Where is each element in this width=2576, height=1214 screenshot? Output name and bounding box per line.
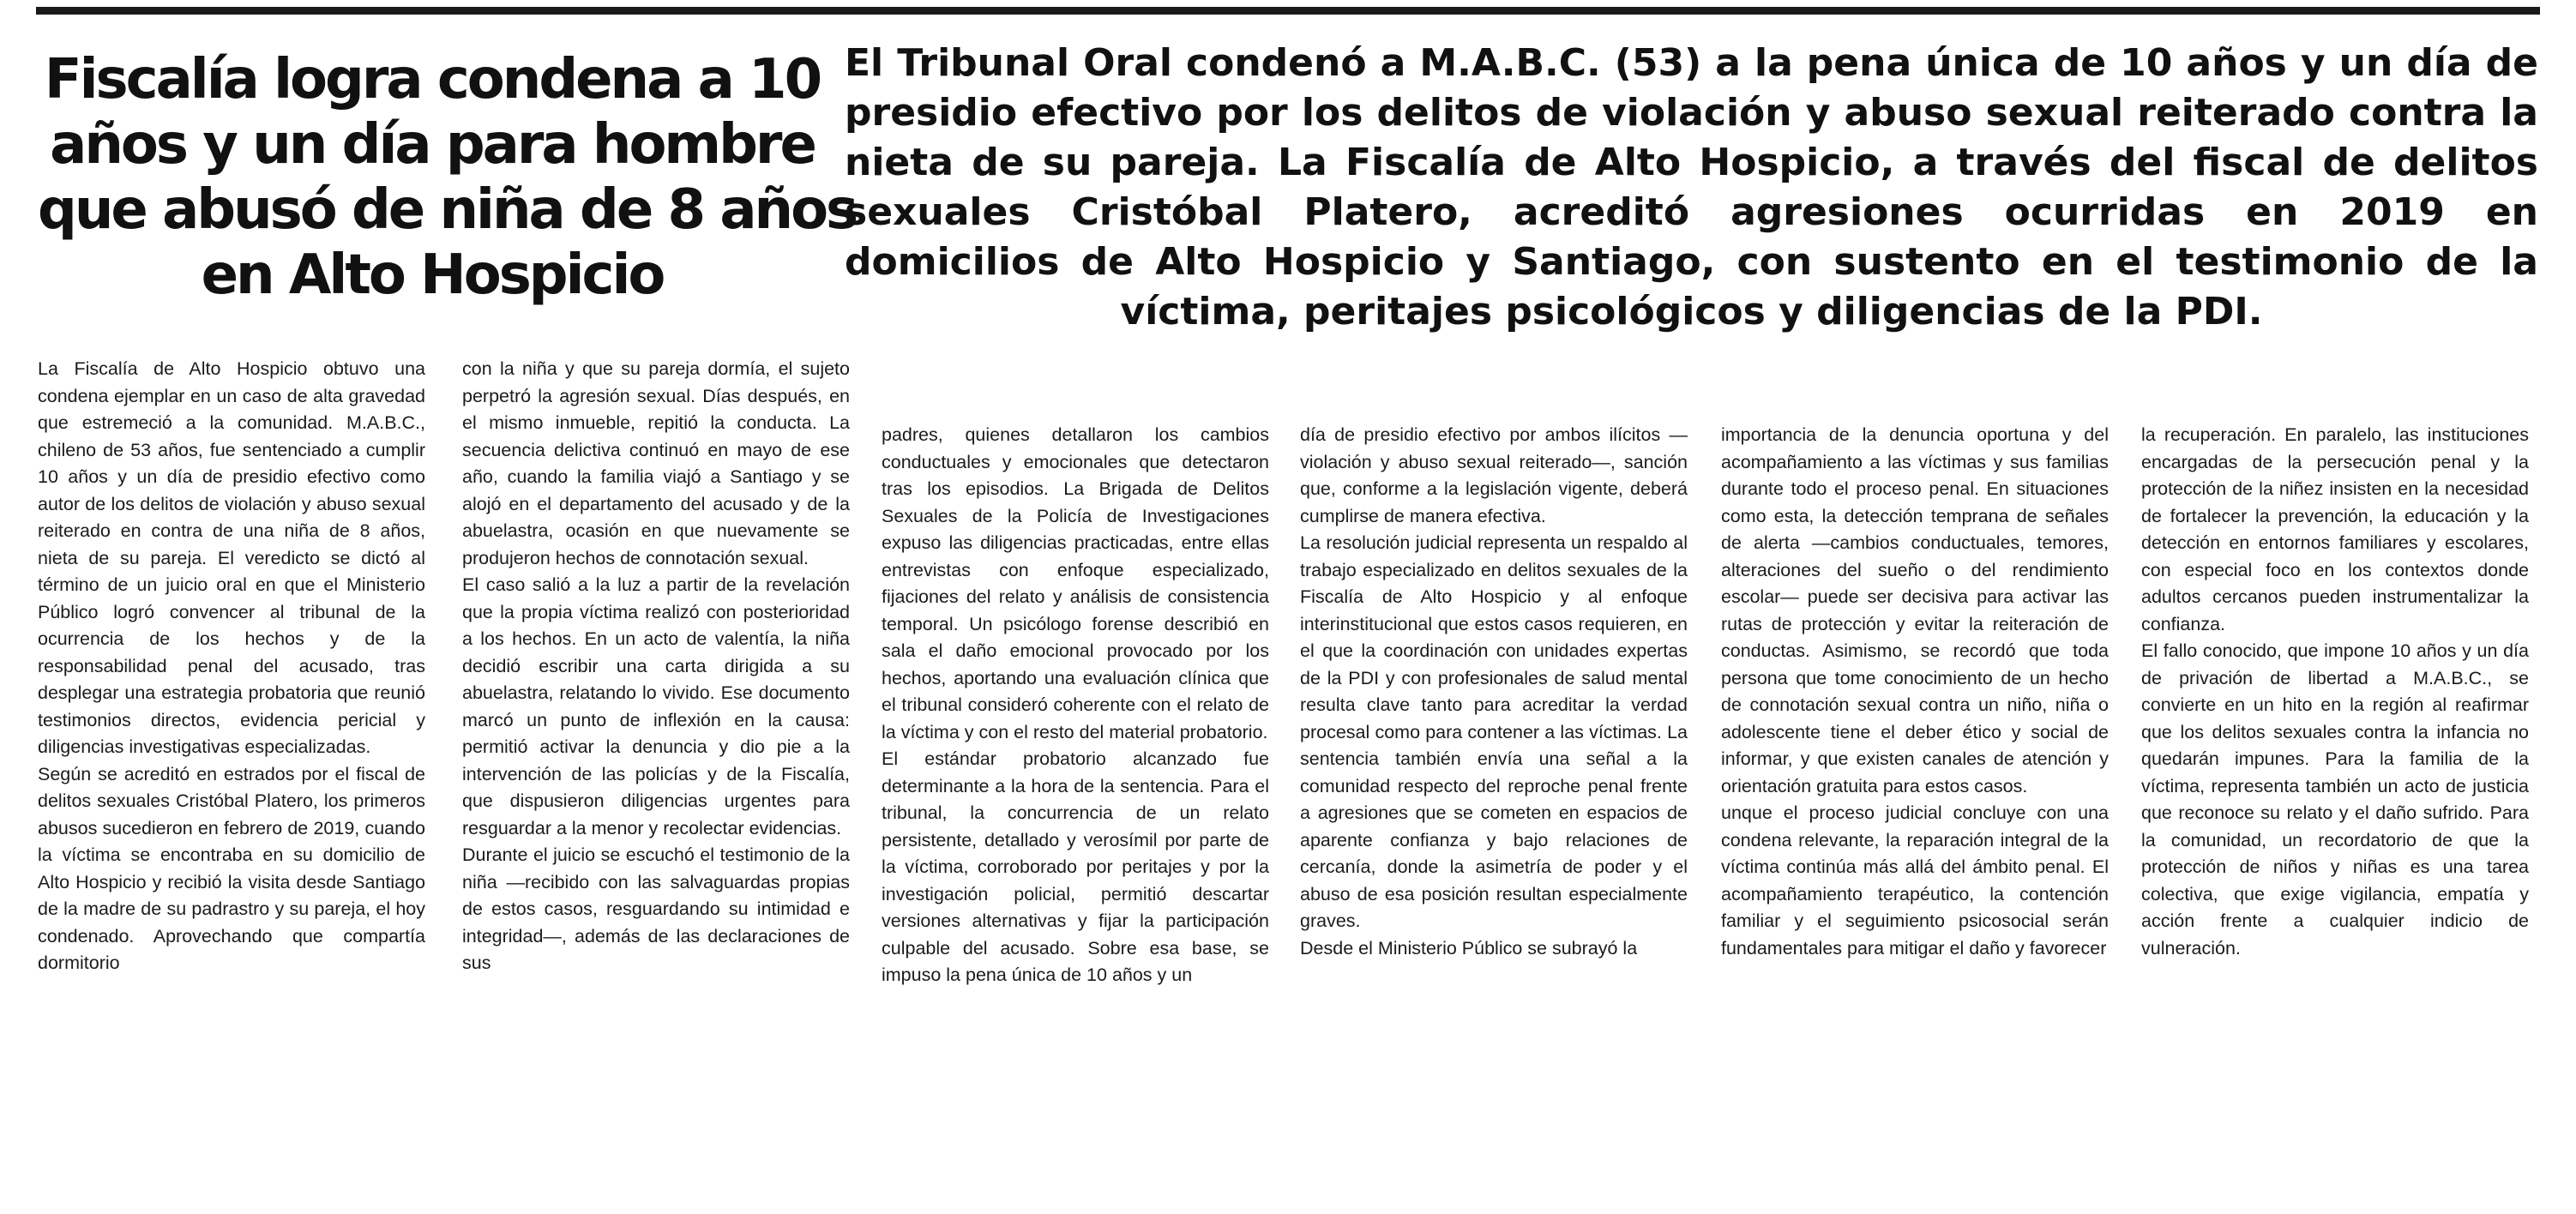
headline-line: años y un día para hombre [50,113,815,177]
paragraph: Durante el juicio se escuchó el testimonio de la niña —recibido con las salvaguardas propias de estos casos, resguardando su intimidad e integridad—, además de las declaraciones de sus [462,844,850,973]
paragraph: La Fiscalía de Alto Hospicio obtuvo una condena ejemplar en un caso de alta gravedad que estremeció a la comunidad. M.A.B.C., chileno de 53 años, fue sentenciado a cumplir 10 años y un día de presidio efectivo como autor de los delitos de violación y abuso sexual reiterado en contra de una niña de 8 años, nieta de su pareja. El veredicto se dictó al término de un juicio oral en que el Ministerio Público logró convencer al tribunal de la ocurrencia de los hechos y de la responsabilidad penal del acusado, tras desplegar una estrategia probatoria que reunió testimonios directos, evidencia pericial y diligencias investigativas especializadas. [38,358,425,757]
headline [38,47,857,308]
body-column-2 [462,356,850,977]
paragraph: El estándar probatorio alcanzado fue determinante a la hora de la sentencia. Para el tribunal, la concurrencia de un relato persistente, detallado y verosímil por parte de la víctima, corroborado por peritajes y por la investigación policial, permitió descartar versiones alternativas y fijar la participación culpable del acusado. Sobre esa base, se impuso la pena única de 10 años y un [882,748,1269,985]
headline-line: Fiscalía logra condena a 10 [44,48,821,111]
deck-summary: El Tribunal Oral condenó a M.A.B.C. (53) a la pena única de 10 años y un día de presidio efectivo por los delitos de violación y abuso sexual reiterado contra la nieta de su pareja. La Fiscalía de Alto Hospicio, a través del fiscal de delitos sexuales Cristóbal Platero, acreditó agresiones ocurridas en 2019 en domicilios de Alto Hospicio y Santiago, con sustento en el testimonio de la víctima, peritajes psicológicos y diligencias de la PDI. [845,41,2538,334]
paragraph: El caso salió a la luz a partir de la revelación que la propia víctima realizó con posterioridad a los hechos. En un acto de valentía, la niña decidió escribir una carta dirigida a su abuelastra, relatando lo vivido. Ese documento marcó un punto de inflexión en la causa: permitió activar la denuncia y dio pie a la intervención de las policías y de la Fiscalía, que dispusieron diligencias urgentes para resguardar a la menor y recolectar evidencias. [462,574,850,838]
paragraph: día de presidio efectivo por ambos ilícitos —violación y abuso sexual reiterado—, sanción que, conforme a la legislación vigente, deberá cumplirse de manera efectiva. [1300,424,1688,526]
paragraph: La resolución judicial representa un respaldo al trabajo especializado en delitos sexuales de la Fiscalía de Alto Hospicio y al enfoque interinstitucional que estos casos requieren, en el que la coordinación con unidades expertas de la PDI y con profesionales de salud mental resulta clave tanto para acreditar la verdad procesal como para contener a las víctimas. La sentencia también envía una señal a la comunidad respecto del reproche penal frente a agresiones que se cometen en espacios de aparente confianza y bajo relaciones de cercanía, donde la asimetría de poder y el abuso de esa posición resultan especialmente graves. [1300,532,1688,931]
paragraph: unque el proceso judicial concluye con una condena relevante, la reparación integral de la víctima continúa más allá del ámbito penal. El acompañamiento terapéutico, la contención familiar y el seguimiento psicosocial serán fundamentales para mitigar el daño y favorecer [1721,802,2109,959]
body-column-4 [1300,422,1688,962]
body-column-5 [1721,422,2109,962]
paragraph: la recuperación. En paralelo, las instituciones encargadas de la persecución penal y la protección de la niñez insisten en la necesidad de fortalecer la prevención, la educación y la detección en entornos familiares y escolares, con especial foco en los contextos donde adultos cercanos pueden instrumentalizar la confianza. [2141,424,2529,634]
paragraph: con la niña y que su pareja dormía, el sujeto perpetró la agresión sexual. Días después, en el mismo inmueble, repitió la conducta. La secuencia delictiva continuó en mayo de ese año, cuando la familia viajó a Santiago y se alojó en el departamento del acusado y de la abuelastra, ocasión en que nuevamente se produjeron hechos de connotación sexual. [462,358,850,568]
headline-line: en Alto Hospicio [201,243,664,307]
headline-line: que abusó de niña de 8 años [38,178,857,242]
paragraph: El fallo conocido, que impone 10 años y un día de privación de libertad a M.A.B.C., se convierte en un hito en la región al reafirmar que los delitos sexuales contra la infancia no quedarán impunes. Para la familia de la víctima, representa también un acto de justicia que reconoce su relato y el daño sufrido. Para la comunidad, un recordatorio de que la protección de niños y niñas es una tarea colectiva, que exige vigilancia, empatía y acción frente a cualquier indicio de vulneración. [2141,640,2529,959]
body-column-1 [38,356,425,977]
paragraph: padres, quienes detallaron los cambios conductuales y emocionales que detectaron tras los episodios. La Brigada de Delitos Sexuales de la Policía de Investigaciones expuso las diligencias practicadas, entre ellas entrevistas con enfoque especializado, fijaciones del relato y análisis de consistencia temporal. Un psicólogo forense describió en sala el daño emocional provocado por los hechos, aportando una evaluación clínica que el tribunal consideró coherente con el relato de la víctima y con el resto del material probatorio. [882,424,1269,742]
paragraph: importancia de la denuncia oportuna y del acompañamiento a las víctimas y sus familias durante todo el proceso penal. En situaciones como esta, la detección temprana de señales de alerta —cambios conductuales, temores, alteraciones del sueño o del rendimiento escolar— puede ser decisiva para activar las rutas de protección y evitar la reiteración de conductas. Asimismo, se recordó que toda persona que tome conocimiento de un hecho de connotación sexual contra un niño, niña o adolescente tiene el deber ético y social de informar, y que existen canales de atención y orientación gratuita para estos casos. [1721,424,2109,796]
paragraph: Según se acreditó en estrados por el fiscal de delitos sexuales Cristóbal Platero, los primeros abusos sucedieron en febrero de 2019, cuando la víctima se encontraba en su domicilio de Alto Hospicio y recibió la visita desde Santiago de la madre de su padrastro y su pareja, el hoy condenado. Aprovechando que compartía dormitorio [38,763,425,973]
body-column-6 [2141,422,2529,962]
top-rule [36,7,2540,15]
body-column-3 [882,422,1269,989]
paragraph: Desde el Ministerio Público se subrayó la [1300,937,1638,959]
